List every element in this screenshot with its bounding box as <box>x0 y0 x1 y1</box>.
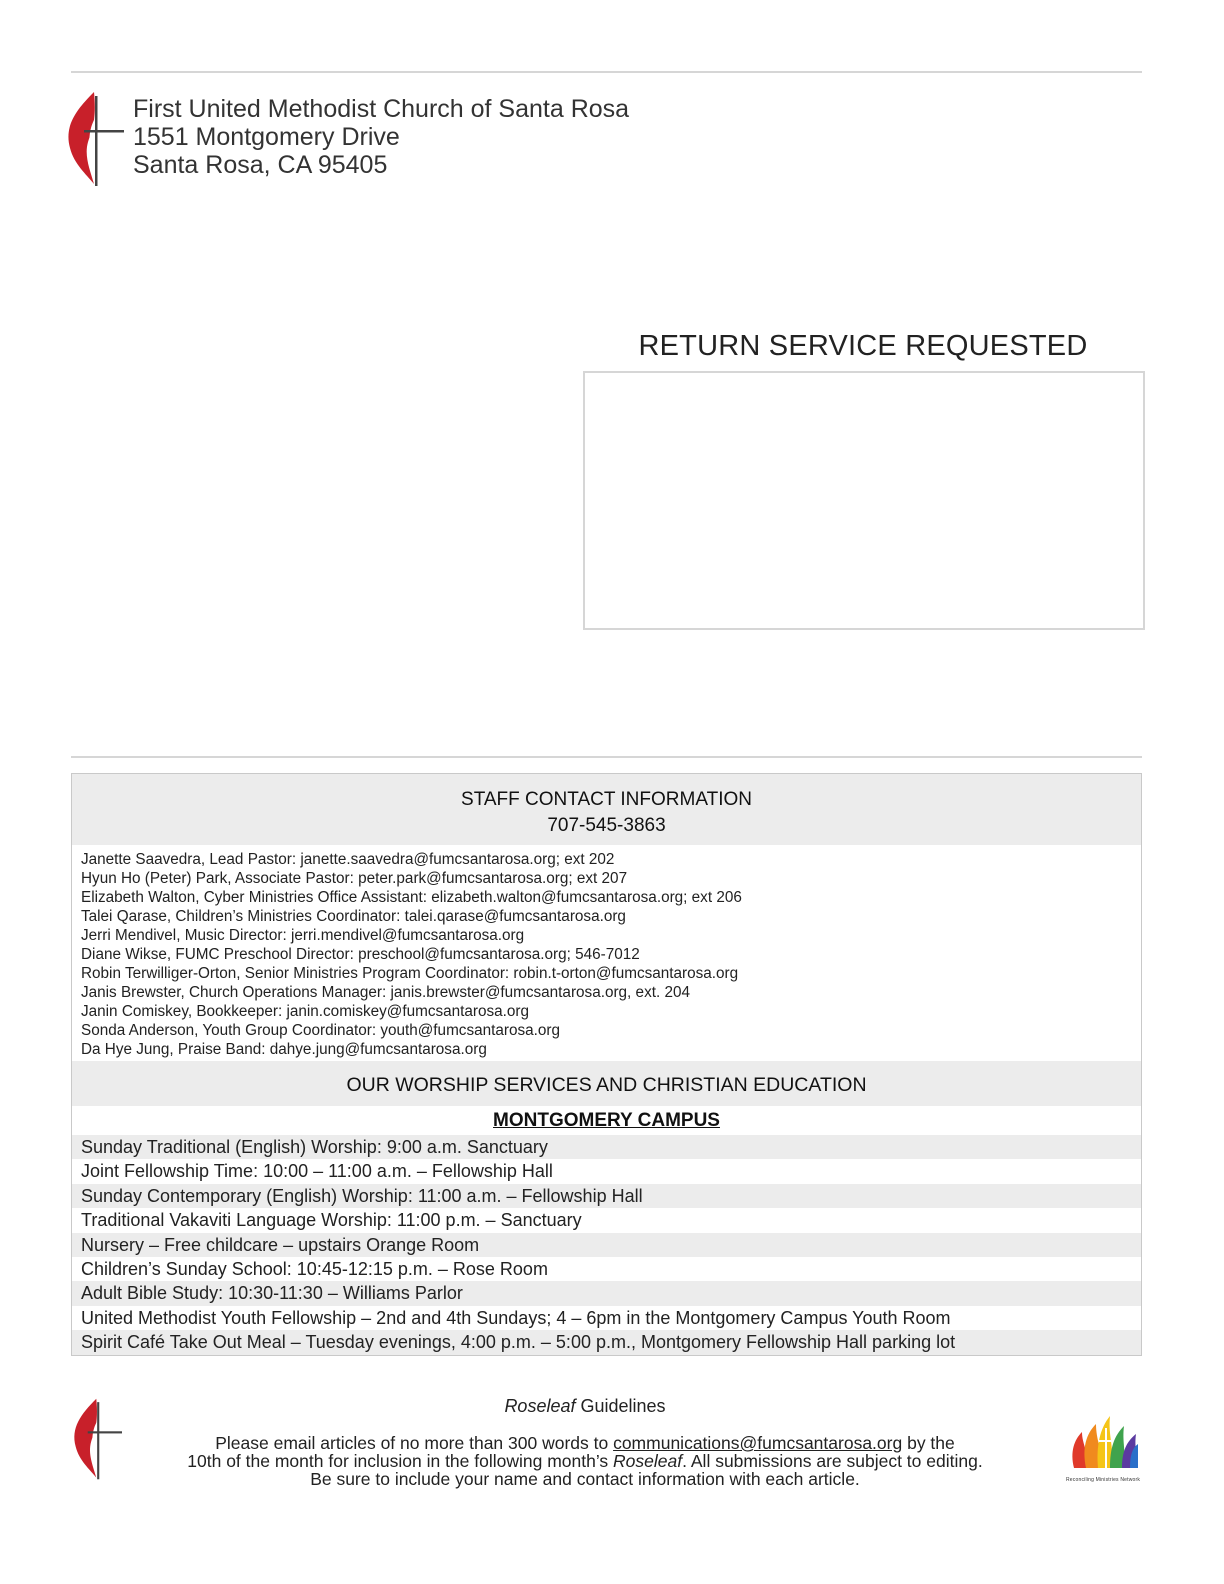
cross-and-flame-logo-small <box>70 1397 126 1481</box>
staff-contact: Da Hye Jung, Praise Band: dahye.jung@fumcsantarosa.org <box>81 1041 487 1058</box>
staff-contact: Janis Brewster, Church Operations Manager: janis.brewster@fumcsantarosa.org, ext. 204 <box>81 984 690 1001</box>
staff-contact: Robin Terwilliger-Orton, Senior Ministries Program Coordinator: robin.t-orton@fumcsantarosa.org <box>81 965 739 982</box>
guidelines-title-rest: Guidelines <box>575 1396 666 1416</box>
staff-contact: Talei Qarase, Children’s Ministries Coordinator: talei.qarase@fumcsantarosa.org <box>81 908 626 925</box>
middle-divider <box>71 756 1142 758</box>
staff-header <box>72 774 1141 845</box>
church-name: First United Methodist Church of Santa Rosa <box>133 95 630 123</box>
service-row: Adult Bible Study: 10:30-11:30 – Williams Parlor <box>72 1281 1141 1305</box>
staff-title: STAFF CONTACT INFORMATION <box>461 789 752 810</box>
guidelines-line1-pre: Please email articles of no more than 300 words to <box>215 1433 614 1453</box>
communications-email-link[interactable]: communications@fumcsantarosa.org <box>613 1433 903 1453</box>
top-divider <box>71 71 1142 73</box>
service-row: Sunday Contemporary (English) Worship: 11:00 a.m. – Fellowship Hall <box>72 1184 1141 1208</box>
roseleaf-italic: Roseleaf <box>613 1451 683 1471</box>
service-row: Nursery – Free childcare – upstairs Orange Room <box>72 1233 1141 1257</box>
guidelines-line2-post: . All submissions are subject to editing. <box>682 1451 983 1471</box>
staff-contact: Elizabeth Walton, Cyber Ministries Office Assistant: elizabeth.walton@fumcsantarosa.org; ext 206 <box>81 889 742 906</box>
staff-list <box>72 845 1141 1061</box>
services-list <box>72 1135 1141 1355</box>
service-row: Children’s Sunday School: 10:45-12:15 p.m. – Rose Room <box>81 1258 548 1279</box>
roseleaf-title-italic: Roseleaf <box>504 1396 576 1416</box>
staff-contact: Hyun Ho (Peter) Park, Associate Pastor: peter.park@fumcsantarosa.org; ext 207 <box>81 870 628 887</box>
staff-contact: Diane Wikse, FUMC Preschool Director: preschool@fumcsantarosa.org; 546-7012 <box>81 946 640 963</box>
staff-contact: Jerri Mendivel, Music Director: jerri.mendivel@fumcsantarosa.org <box>81 927 525 944</box>
service-row: Spirit Café Take Out Meal – Tuesday evenings, 4:00 p.m. – 5:00 p.m., Montgomery Fellowship Hall parking lot <box>72 1330 1141 1354</box>
staff-contact: Janette Saavedra, Lead Pastor: janette.saavedra@fumcsantarosa.org; ext 202 <box>81 851 615 868</box>
service-row: Joint Fellowship Time: 10:00 – 11:00 a.m. – Fellowship Hall <box>81 1161 553 1182</box>
guidelines-line1-post: by the <box>902 1433 955 1453</box>
city-state-zip: Santa Rosa, CA 95405 <box>133 151 388 179</box>
staff-contact: Janin Comiskey, Bookkeeper: janin.comiskey@fumcsantarosa.org <box>81 1003 530 1020</box>
guidelines-line2-pre: 10th of the month for inclusion in the following month’s <box>187 1451 614 1471</box>
staff-contact: Sonda Anderson, Youth Group Coordinator: youth@fumcsantarosa.org <box>81 1022 560 1039</box>
mailing-address-box <box>583 371 1145 630</box>
worship-header: OUR WORSHIP SERVICES AND CHRISTIAN EDUCATION <box>72 1061 1141 1106</box>
guidelines-line3: Be sure to include your name and contact information with each article. <box>310 1469 860 1489</box>
street-address: 1551 Montgomery Drive <box>133 123 400 151</box>
info-panel <box>71 773 1142 1356</box>
campus-title: MONTGOMERY CAMPUS <box>493 1110 720 1131</box>
guidelines-title <box>140 1396 1030 1417</box>
return-service-requested: RETURN SERVICE REQUESTED <box>638 330 1088 362</box>
cross-and-flame-logo <box>64 90 128 188</box>
staff-phone: 707-545-3863 <box>547 815 666 836</box>
rainbow-flame-icon <box>1066 1398 1140 1472</box>
service-row: Traditional Vakaviti Language Worship: 11:00 p.m. – Sanctuary <box>81 1210 582 1231</box>
service-row: Sunday Traditional (English) Worship: 9:00 a.m. Sanctuary <box>72 1135 1141 1159</box>
roseleaf-guidelines <box>140 1396 1030 1488</box>
guidelines-body <box>140 1434 1030 1488</box>
service-row: United Methodist Youth Fellowship – 2nd and 4th Sundays; 4 – 6pm in the Montgomery Campus Youth Room <box>81 1307 951 1328</box>
reconciling-ministries-logo <box>1066 1398 1140 1482</box>
rmn-caption: Reconciling Ministries Network <box>1066 1477 1141 1483</box>
return-address <box>133 95 629 179</box>
